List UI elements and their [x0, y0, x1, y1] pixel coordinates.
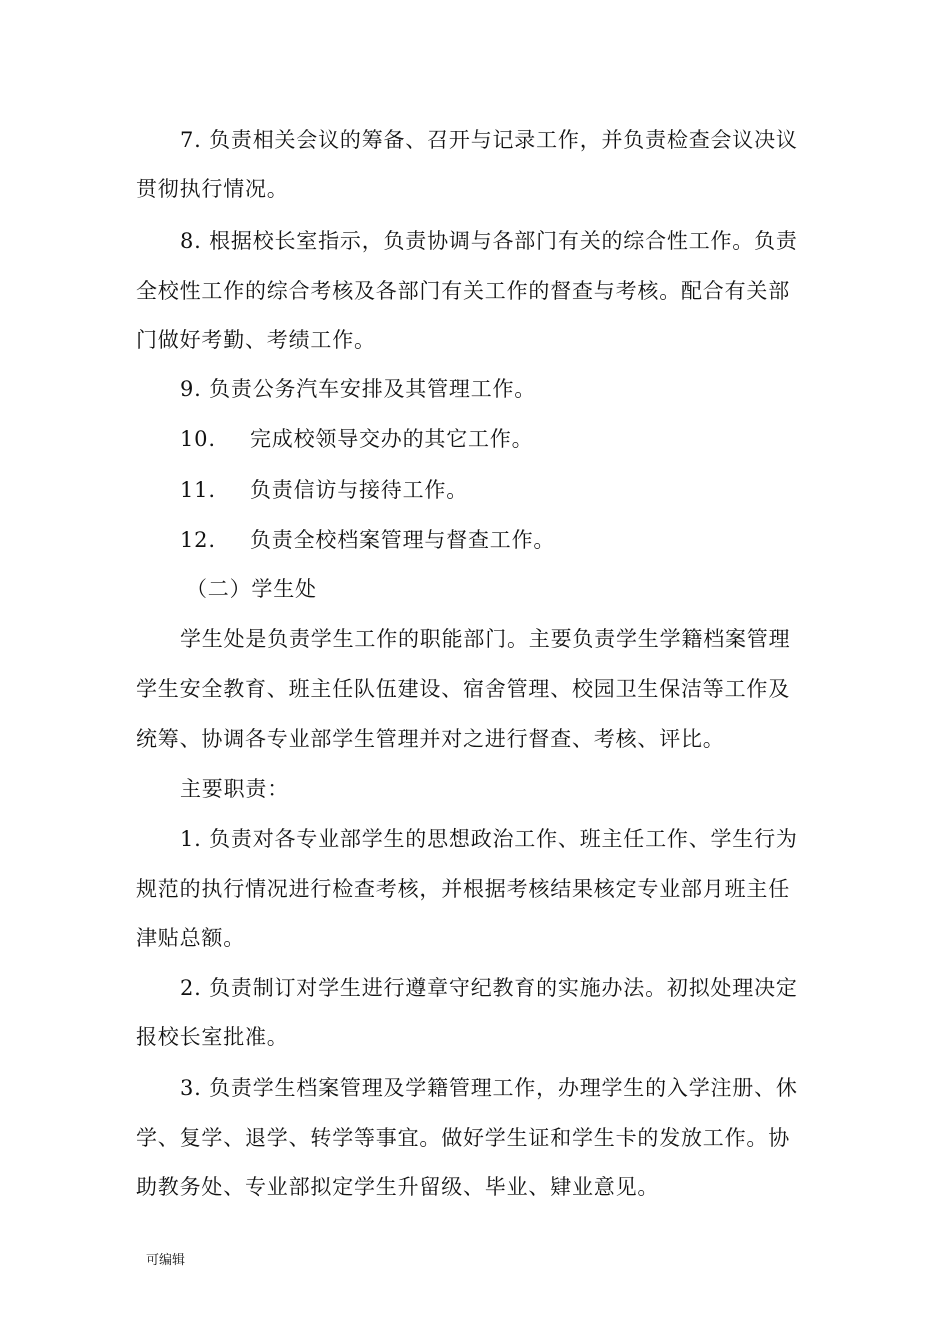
duty-1-line-2: 规范的执行情况进行检查考核，并根据考核结果核定专业部月班主任 — [136, 877, 790, 901]
intro-line-2: 学生安全教育、班主任队伍建设、宿舍管理、校园卫生保洁等工作及 — [136, 677, 790, 701]
item-9: 9. 负责公务汽车安排及其管理工作。 — [180, 377, 537, 401]
item-10 — [180, 426, 533, 452]
duty-3-line-1: 3. 负责学生档案管理及学籍管理工作，办理学生的入学注册、休 — [180, 1076, 798, 1100]
item-8-line-3: 门做好考勤、考绩工作。 — [136, 328, 376, 352]
duty-1-line-1: 1. 负责对各专业部学生的思想政治工作、班主任工作、学生行为 — [180, 827, 798, 851]
intro-line-1: 学生处是负责学生工作的职能部门。主要负责学生学籍档案管理 — [180, 627, 791, 651]
item-12-number: 12. — [180, 528, 216, 552]
intro-line-3: 统筹、协调各专业部学生管理并对之进行督查、考核、评比。 — [136, 727, 725, 751]
duties-label: 主要职责： — [180, 777, 289, 801]
section-heading-student-office: （二）学生处 — [186, 577, 317, 601]
item-12-text: 负责全校档案管理与督查工作。 — [250, 528, 556, 552]
item-10-number: 10. — [180, 427, 216, 451]
item-7-line-2: 贯彻执行情况。 — [136, 177, 289, 201]
duty-3-line-3: 助教务处、专业部拟定学生升留级、毕业、肄业意见。 — [136, 1175, 660, 1199]
item-12 — [180, 527, 555, 553]
duty-3-line-2: 学、复学、退学、转学等事宜。做好学生证和学生卡的发放工作。协 — [136, 1126, 790, 1150]
duty-2-line-2: 报校长室批准。 — [136, 1025, 289, 1049]
duty-1-line-3: 津贴总额。 — [136, 926, 245, 950]
item-10-text: 完成校领导交办的其它工作。 — [250, 427, 534, 451]
duty-2-line-1: 2. 负责制订对学生进行遵章守纪教育的实施办法。初拟处理决定 — [180, 976, 798, 1000]
item-8-line-2: 全校性工作的综合考核及各部门有关工作的督查与考核。配合有关部 — [136, 279, 790, 303]
editable-mark: 可编辑 — [146, 1253, 186, 1268]
item-11-number: 11. — [180, 478, 216, 502]
item-7-line-1: 7. 负责相关会议的筹备、召开与记录工作，并负责检查会议决议 — [180, 128, 798, 152]
item-11-text: 负责信访与接待工作。 — [250, 478, 468, 502]
item-11 — [180, 477, 468, 503]
item-8-line-1: 8. 根据校长室指示，负责协调与各部门有关的综合性工作。负责 — [180, 229, 798, 253]
